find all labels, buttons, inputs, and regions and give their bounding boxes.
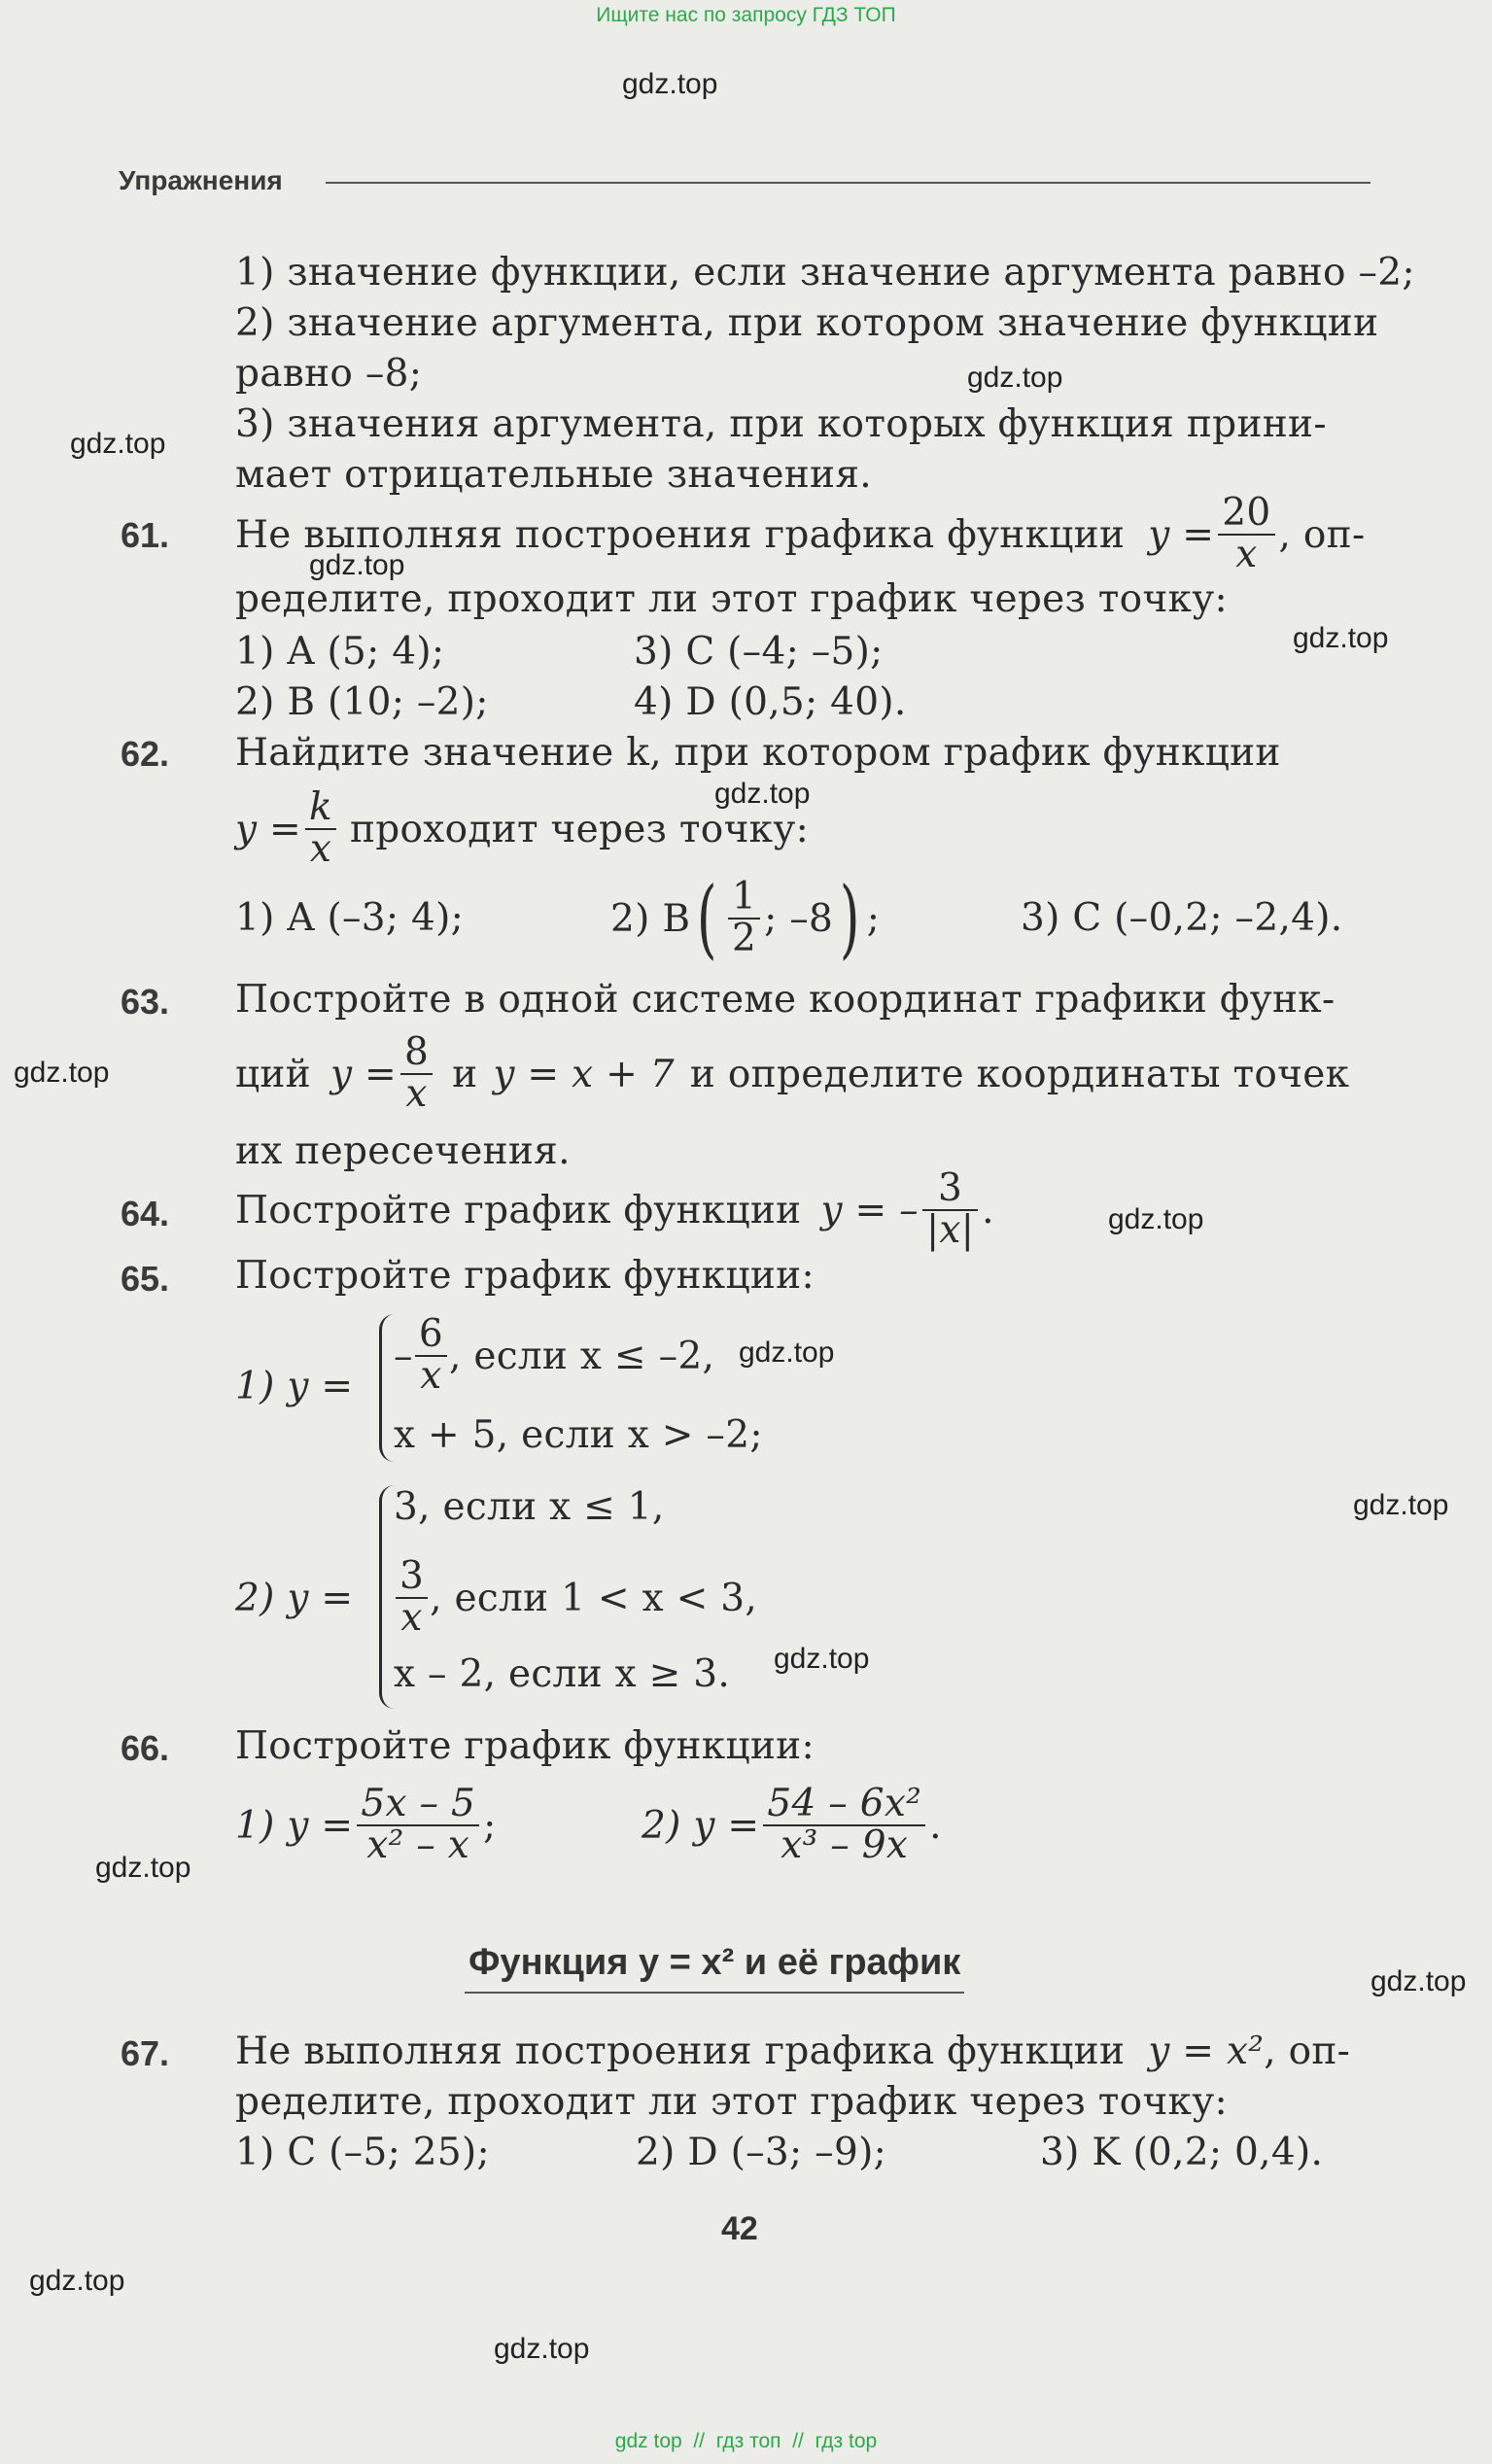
fraction: [1218, 491, 1274, 576]
fraction: [396, 1554, 428, 1640]
option: 3) C (–4; –5);: [634, 630, 884, 674]
watermark: gdz.top: [1293, 622, 1389, 654]
subsection-title: Функция y = x² и её график: [465, 1942, 964, 1994]
case-sign: –: [394, 1334, 413, 1378]
option-end: ;: [483, 1803, 497, 1848]
fraction-denominator: |x|: [925, 1208, 975, 1252]
fraction-denominator: x: [1235, 533, 1258, 576]
exercise-text: Не выполняя построения графика функции: [235, 512, 1126, 557]
exercise-number: 61.: [121, 515, 170, 555]
exercise-text: Постройте график функции:: [235, 1254, 815, 1298]
watermark: gdz.top: [1371, 1965, 1467, 1997]
piecewise-label: 2) y =: [235, 1577, 354, 1620]
fraction-denominator: x: [400, 1596, 423, 1640]
exercise-text: , оп-: [1278, 512, 1366, 557]
watermark: gdz.top: [70, 428, 166, 460]
fraction: [922, 1166, 978, 1252]
piecewise-label: 1) y =: [235, 1365, 354, 1408]
function-lhs: y =: [1148, 512, 1215, 557]
exercise-number: 67.: [121, 2033, 170, 2073]
fraction-denominator: x² – x: [366, 1823, 470, 1867]
exercise-67-line1: [235, 2030, 1350, 2073]
exercise-text: ределите, проходит ли этот график через точку:: [235, 577, 1228, 621]
function-lhs: y = –: [820, 1188, 919, 1232]
exercise-number: 65.: [121, 1259, 170, 1299]
section-header: Упражнения: [119, 165, 283, 195]
fraction-numerator: 5x – 5: [357, 1785, 479, 1826]
exercise-text: Постройте график функции: [235, 1188, 802, 1232]
option: 1) C (–5; 25);: [235, 2131, 490, 2174]
case-condition: , если x ≤ –2,: [448, 1334, 715, 1378]
exercise-text: Найдите значение k, при котором график функции: [235, 731, 1281, 775]
exercise-text: .: [982, 1188, 994, 1232]
exercise-number: 66.: [121, 1728, 170, 1768]
right-paren: ): [840, 868, 860, 968]
watermark: gdz.top: [1108, 1203, 1204, 1235]
option-value: ; –8: [764, 896, 834, 941]
exercise-text: Постройте в одной системе координат графики функ-: [235, 978, 1336, 1022]
function-expression: y = x²: [1148, 2030, 1265, 2073]
exercise-text: ределите, проходит ли этот график через точку:: [235, 2080, 1228, 2124]
fraction: [357, 1782, 479, 1867]
fraction: [728, 875, 760, 960]
exercise-text: , оп-: [1264, 2030, 1351, 2073]
exercise-text: их пересечения.: [235, 1129, 571, 1173]
piecewise-case: 3, если x ≤ 1,: [394, 1485, 665, 1529]
exercise-number: 64.: [121, 1194, 170, 1233]
option-end: ;: [866, 896, 881, 941]
fraction: [305, 785, 336, 871]
fraction: [415, 1312, 447, 1398]
piecewise-case: x + 5, если x > –2;: [394, 1413, 763, 1457]
page-number: 42: [721, 2210, 758, 2247]
fraction-numerator: 1: [728, 878, 760, 920]
function-lhs: y =: [330, 1052, 397, 1096]
exercise-text: и: [452, 1052, 478, 1096]
watermark: gdz.top: [95, 1852, 191, 1884]
piecewise-case: [394, 1312, 714, 1400]
exercise-number: 63.: [121, 982, 170, 1022]
watermark: gdz.top: [1353, 1489, 1449, 1521]
watermark: gdz.top: [622, 68, 718, 100]
footer-banner-link[interactable]: gdz top // гдз топ // гдз top: [614, 2430, 878, 2452]
exercise-61-line1: [235, 491, 1365, 578]
option: 3) C (–0,2; –2,4).: [1021, 896, 1343, 940]
left-paren: (: [697, 868, 718, 968]
fraction-denominator: x³ – 9x: [781, 1823, 909, 1867]
watermark: gdz.top: [774, 1643, 870, 1675]
exercise-66-part1: [235, 1777, 497, 1874]
option: 2) D (–3; –9);: [636, 2131, 887, 2174]
option-end: .: [929, 1803, 942, 1848]
fraction-numerator: k: [305, 788, 336, 830]
fraction-numerator: 3: [396, 1557, 428, 1599]
fraction-numerator: 6: [415, 1315, 447, 1357]
fraction-numerator: 54 – 6x²: [763, 1785, 925, 1826]
exercise-text: Не выполняя построения графика функции: [235, 2030, 1126, 2073]
exercise-number: 62.: [121, 734, 170, 774]
fraction: [400, 1030, 433, 1116]
function-lhs: 2) y =: [642, 1803, 760, 1848]
intro-line: 1) значение функции, если значение аргумента равно –2;: [235, 251, 1415, 295]
exercise-66-part2: [642, 1777, 942, 1874]
piecewise-case: x – 2, если x ≥ 3.: [394, 1652, 731, 1696]
fraction-denominator: 2: [731, 917, 757, 960]
fraction-denominator: x: [420, 1354, 442, 1398]
watermark: gdz.top: [494, 2333, 590, 2365]
intro-line: 2) значение аргумента, при котором значение функции: [235, 301, 1379, 345]
fraction-denominator: x: [405, 1072, 428, 1116]
option: 2) B (10; –2);: [235, 680, 489, 724]
case-condition: , если 1 < x < 3,: [430, 1576, 758, 1620]
fraction-numerator: 8: [400, 1033, 433, 1075]
option: 1) A (–3; 4);: [235, 896, 465, 940]
top-banner-link[interactable]: Ищите нас по запросу ГДЗ ТОП: [596, 4, 896, 26]
function-expression: y = x + 7: [493, 1052, 675, 1096]
watermark: gdz.top: [739, 1336, 835, 1369]
fraction-denominator: x: [309, 827, 332, 871]
exercise-64-line: [235, 1162, 994, 1259]
section-header-rule: [326, 182, 1371, 184]
watermark: gdz.top: [29, 2265, 125, 2297]
option: 4) D (0,5; 40).: [634, 680, 907, 724]
piecewise-case: [394, 1553, 757, 1643]
function-lhs: y =: [235, 807, 302, 851]
intro-line: 3) значения аргумента, при которых функция прини-: [235, 402, 1327, 446]
exercise-text: и определите координаты точек: [689, 1052, 1350, 1096]
exercise-63-line2: [235, 1030, 1349, 1118]
exercise-62-line2: [235, 785, 809, 873]
intro-line: мает отрицательные значения.: [235, 453, 872, 497]
exercise-text: проходит через точку:: [349, 807, 810, 851]
option-label: 2) B: [610, 896, 691, 941]
option: 1) A (5; 4);: [235, 630, 445, 674]
fraction-numerator: 20: [1218, 494, 1274, 536]
watermark: gdz.top: [14, 1057, 110, 1089]
option-62-2: [610, 870, 880, 967]
option: 3) K (0,2; 0,4).: [1040, 2131, 1324, 2174]
watermark: gdz.top: [967, 362, 1063, 394]
intro-line: равно –8;: [235, 352, 423, 396]
fraction: [763, 1782, 925, 1867]
function-lhs: 1) y =: [235, 1803, 354, 1848]
exercise-text: Постройте график функции:: [235, 1724, 815, 1768]
exercise-text: ций: [235, 1052, 311, 1096]
watermark: gdz.top: [714, 778, 811, 810]
watermark: gdz.top: [309, 549, 405, 581]
fraction-numerator: 3: [922, 1169, 978, 1211]
